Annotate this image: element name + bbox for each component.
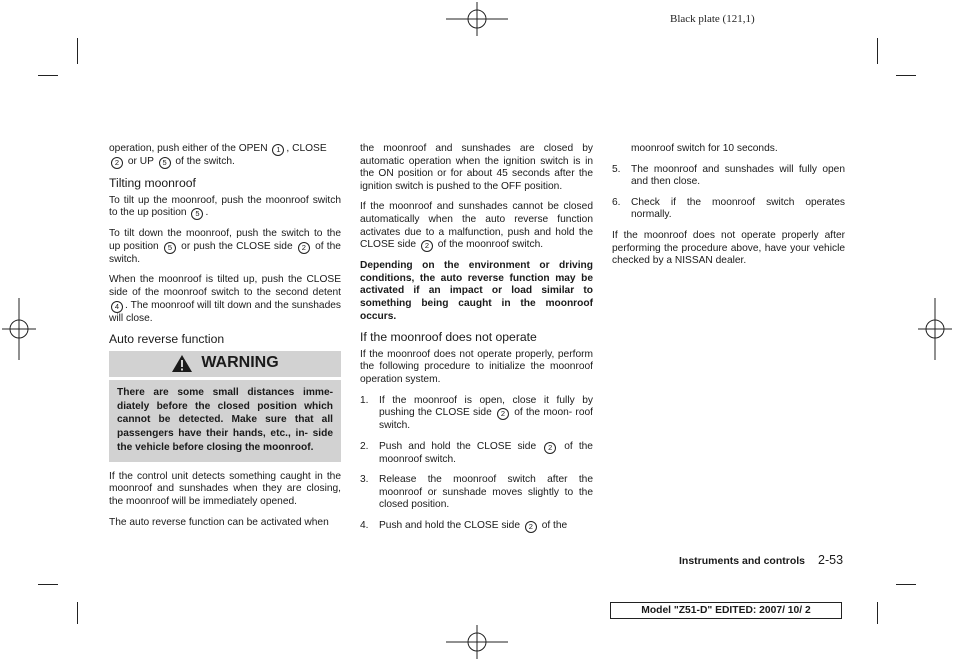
list-item: 4. Push and hold the CLOSE side 2 of the [360,520,568,532]
circled-number: 2 [111,157,123,169]
paragraph: To tilt up the moonroof, push the moonroof switch to the up position 5 . [109,194,341,219]
registration-mark-bottom [446,625,508,659]
paragraph: operation, push either of the OPEN 1 , CLOSE 2 or UP 5 of the switch. [109,143,327,167]
procedure-list-continued [612,164,845,222]
circled-number: 5 [191,208,203,220]
crop-mark [877,38,878,64]
paragraph: When the moonroof is tilted up, push the CLOSE side of the moonroof switch to the second detent 4 . The moonroof will tilt down and the sunshades will close. [109,274,341,324]
warning-text: There are some small distances imme- diately before the closed position which cannot be detected. Make sure that all passengers have their hands, etc., in- side the vehicle before closing the moonroof. [109,380,341,462]
circled-number: 4 [111,301,123,313]
circled-number: 2 [497,408,509,420]
plate-label: Black plate (121,1) [670,13,755,25]
paragraph: The auto reverse function can be activated when [109,516,329,528]
paragraph: If the moonroof does not operate properly after performing the procedure above, have your vehicle checked by a NISSAN dealer. [612,229,845,267]
circled-number: 1 [272,144,284,156]
list-item: 2. Push and hold the CLOSE side 2 of the moonroof switch. [360,440,593,465]
paragraph: the moonroof and sunshades are closed by automatic operation when the ignition switch is in the ON position or for about 45 seconds after the ignition switch is pushed to the OFF position. [360,143,593,192]
circled-number: 2 [298,242,310,254]
crop-mark [877,602,878,624]
paragraph: If the control unit detects something caught in the moonroof and sunshades when they are closing, the moonroof will be immediately opened. [109,470,341,507]
crop-mark [896,584,916,585]
model-edited-box: Model "Z51-D" EDITED: 2007/ 10/ 2 [610,602,842,619]
subheading-not-operate: If the moonroof does not operate [360,330,537,345]
list-item: 3. Release the moonroof switch after the moonroof or sunshade moves slightly to the closed position. [360,474,593,511]
list-item: 6. Check if the moonroof switch operates normally. [612,196,845,221]
crop-mark [77,38,78,64]
crop-mark [38,584,58,585]
footer-section-title: Instruments and controls [679,555,806,567]
warning-header [109,351,341,377]
column-1 [109,143,341,537]
crop-mark [77,602,78,624]
warning-label: WARNING [201,354,279,372]
subheading-tilting: Tilting moonroof [109,176,196,190]
warning-triangle-icon [171,354,193,373]
list-item: 1. If the moonroof is open, close it fully by pushing the CLOSE side 2 of the moon- roof switch. [360,394,593,432]
paragraph: moonroof switch for 10 seconds. [631,143,778,154]
registration-mark-right [918,298,952,360]
bold-note: Depending on the environment or driving conditions, the auto reverse function may be activated if an impact or load similar to something being caught in the moonroof occurs. [360,260,593,322]
registration-mark-left [2,298,36,360]
crop-mark [896,75,916,76]
circled-number: 2 [544,442,556,454]
paragraph: To tilt down the moonroof, push the switch to the up position 5 or push the CLOSE side 2 of the switch. [109,228,341,265]
circled-number: 2 [525,521,537,533]
circled-number: 5 [164,242,176,254]
paragraph: If the moonroof does not operate properly, perform the following procedure to initialize the moonroof operation system. [360,348,593,385]
crop-mark [38,75,58,76]
circled-number: 2 [421,240,433,252]
column-3 [612,143,845,276]
page-number: 2-53 [818,553,844,567]
registration-mark-top [446,2,508,36]
circled-number: 5 [159,157,171,169]
column-2 [360,143,593,541]
list-item: 5. The moonroof and sunshades will fully open and then close. [612,163,845,188]
paragraph: If the moonroof and sunshades cannot be closed automatically when the auto reverse function activates due to a malfunction, push and hold the CLOSE side 2 of the moonroof switch. [360,201,593,251]
procedure-list [360,395,593,534]
subheading-auto-reverse: Auto reverse function [109,332,225,347]
